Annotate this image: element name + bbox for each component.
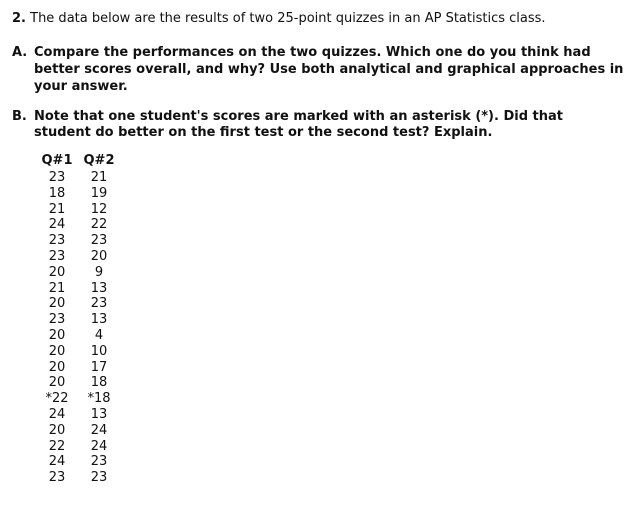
- quiz-2-score: 24: [90, 438, 108, 454]
- quiz-1-score: 20: [48, 264, 66, 280]
- table-row: [36, 202, 120, 218]
- part-b-line-2: student do better on the first test or the second test? Explain.: [34, 125, 493, 140]
- question-intro: [12, 10, 546, 27]
- question-number: 2.: [12, 11, 26, 26]
- quiz-2-score: 23: [90, 470, 108, 486]
- quiz-2-score: 23: [90, 233, 108, 249]
- table-row: [36, 217, 120, 233]
- quiz-2-score: *18: [87, 391, 111, 407]
- quiz-2-score: 13: [90, 406, 108, 422]
- table-row: [36, 344, 120, 360]
- question-intro-text: The data below are the results of two 25-point quizzes in an AP Statistics class.: [30, 11, 546, 26]
- quiz-1-score: 23: [48, 312, 66, 328]
- quiz-2-score: 18: [90, 375, 108, 391]
- table-row: [36, 391, 120, 407]
- part-a-line-3: your answer.: [34, 79, 128, 94]
- quiz-2-score: 24: [90, 422, 108, 438]
- quiz-1-score: 24: [48, 217, 66, 233]
- quiz-1-score: 20: [48, 327, 66, 343]
- quiz-2-score: 4: [94, 327, 104, 343]
- quiz-1-score: 20: [48, 296, 66, 312]
- quiz-2-score: 13: [90, 280, 108, 296]
- table-header-row: [36, 152, 120, 170]
- part-a-letter: A.: [12, 45, 28, 60]
- quiz-1-score: 18: [48, 185, 66, 201]
- quiz-1-score: 23: [48, 170, 66, 185]
- quiz-2-score: 9: [94, 264, 104, 280]
- table-row: [36, 423, 120, 439]
- quiz-2-score: 12: [90, 201, 108, 217]
- quiz-scores-table: [36, 152, 120, 486]
- quiz-1-score: 21: [48, 280, 66, 296]
- quiz-2-score: 23: [90, 454, 108, 470]
- quiz-1-score: 22: [48, 438, 66, 454]
- quiz-1-score: 23: [48, 248, 66, 264]
- table-row: [36, 233, 120, 249]
- quiz-1-score: 23: [48, 470, 66, 486]
- quiz-1-score: 21: [48, 201, 66, 217]
- table-row: [36, 454, 120, 470]
- table-row: [36, 186, 120, 202]
- quiz-1-score: 20: [48, 375, 66, 391]
- table-row: [36, 375, 120, 391]
- quiz-1-score: 20: [48, 343, 66, 359]
- quiz-2-score: 13: [90, 312, 108, 328]
- quiz-2-score: 21: [90, 170, 108, 185]
- quiz-2-score: 17: [90, 359, 108, 375]
- quiz-1-score: 20: [48, 359, 66, 375]
- table-row: [36, 439, 120, 455]
- table-body: [36, 170, 120, 486]
- quiz-1-score: 23: [48, 233, 66, 249]
- part-a-line-2: better scores overall, and why? Use both analytical and graphical approaches in: [34, 62, 624, 77]
- table-row: [36, 407, 120, 423]
- part-b-text-1: Note that one student's scores are marked with an asterisk (*). Did that: [34, 109, 564, 124]
- table-row: [36, 312, 120, 328]
- table-row: [36, 170, 120, 186]
- quiz-2-score: 23: [90, 296, 108, 312]
- table-row: [36, 328, 120, 344]
- part-b-line-1: [12, 108, 563, 125]
- header-quiz-2: Q#2: [83, 153, 115, 168]
- table-row: [36, 249, 120, 265]
- table-row: [36, 265, 120, 281]
- table-row: [36, 470, 120, 486]
- quiz-2-score: 20: [90, 248, 108, 264]
- table-row: [36, 281, 120, 297]
- quiz-1-score: *22: [45, 391, 69, 407]
- quiz-1-score: 20: [48, 422, 66, 438]
- quiz-2-score: 10: [90, 343, 108, 359]
- quiz-2-score: 22: [90, 217, 108, 233]
- quiz-1-score: 24: [48, 454, 66, 470]
- table-row: [36, 360, 120, 376]
- quiz-1-score: 24: [48, 406, 66, 422]
- quiz-2-score: 19: [90, 185, 108, 201]
- header-quiz-1: Q#1: [41, 153, 73, 168]
- part-a-text-1: Compare the performances on the two quizzes. Which one do you think had: [34, 45, 591, 60]
- part-b-letter: B.: [12, 109, 27, 124]
- table-row: [36, 296, 120, 312]
- part-a-line-1: [12, 44, 591, 61]
